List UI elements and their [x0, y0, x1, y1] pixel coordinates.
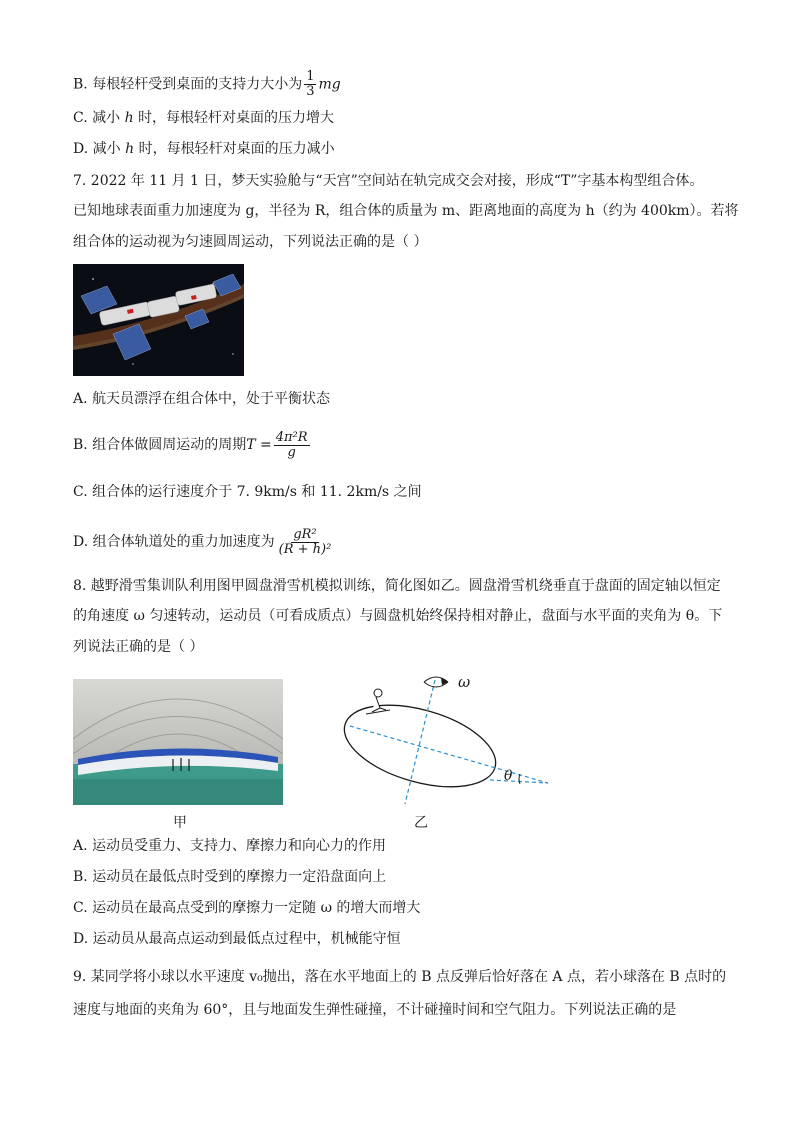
q8-stem-line2: 的角速度 ω 匀速转动，运动员（可看成质点）与圆盘机始终保持相对静止，盘面与水平面的夹角为 θ。下 — [73, 608, 723, 624]
q7-option-d — [73, 522, 335, 562]
q6-option-d-rest: 时，每根轻杆对桌面的压力减小 — [138, 141, 335, 157]
q7-stem-line2: 已知地球表面重力加速度为 g，半径为 R，组合体的质量为 m、距离地面的高度为 h（约为 400km）。若将 — [73, 203, 739, 219]
theta-label: θ — [504, 768, 513, 784]
q7-option-a: A. 航天员漂浮在组合体中，处于平衡状态 — [73, 391, 331, 407]
q6-option-b-formula: mg — [318, 76, 341, 93]
q6-option-d-variable: h — [125, 141, 135, 157]
q8-option-c: C. 运动员在最高点受到的摩擦力一定随 ω 的增大而增大 — [73, 900, 421, 916]
q7-option-b-text: B. 组合体做圆周运动的周期 — [73, 437, 247, 453]
ski-machine-photo — [73, 679, 283, 805]
q6-option-b-fraction — [304, 70, 316, 99]
fraction-numerator: 1 — [306, 69, 315, 84]
omega-label: ω — [458, 673, 471, 691]
q6-option-b — [73, 70, 341, 99]
q7-option-c: C. 组合体的运行速度介于 7. 9km/s 和 11. 2km/s 之间 — [73, 484, 422, 500]
space-station-photo — [73, 264, 244, 376]
q9-stem-line2: 速度与地面的夹角为 60°，且与地面发生弹性碰撞，不计碰撞时间和空气阻力。下列说法正确的是 — [73, 1002, 677, 1018]
q6-option-d-text: D. 减小 — [73, 141, 121, 157]
figure-a-label: 甲 — [173, 815, 187, 831]
fraction-denominator: g — [287, 444, 296, 460]
q6-option-c-text: C. 减小 — [73, 110, 121, 126]
q8-option-b: B. 运动员在最低点时受到的摩擦力一定沿盘面向上 — [73, 869, 387, 885]
q9-stem-line1: 9. 某同学将小球以水平速度 v₀抛出，落在水平地面上的 B 点反弹后恰好落在 A 点，若小球落在 B 点时的 — [73, 969, 727, 985]
q6-option-c-rest: 时，每根轻杆对桌面的压力增大 — [138, 110, 335, 126]
q6-option-b-text: B. 每根轻杆受到桌面的支持力大小为 — [73, 76, 303, 93]
fraction-denominator: (R + h)² — [278, 541, 332, 557]
q8-option-d: D. 运动员从最高点运动到最低点过程中，机械能守恒 — [73, 931, 401, 947]
q7-option-b-fraction — [274, 431, 310, 460]
q7-option-d-fraction — [277, 528, 334, 557]
q7-option-b-lhs: T = — [246, 437, 272, 453]
q7-stem-line3: 组合体的运动视为匀速圆周运动，下列说法正确的是（ ） — [73, 234, 428, 250]
q8-stem-line1: 8. 越野滑雪集训队利用图甲圆盘滑雪机模拟训练，简化图如乙。圆盘滑雪机绕垂直于盘面的固定轴以恒定 — [73, 578, 721, 594]
q6-option-c — [73, 109, 334, 127]
q6-option-c-variable: h — [124, 110, 134, 126]
q8-option-a: A. 运动员受重力、支持力、摩擦力和向心力的作用 — [73, 838, 387, 854]
fraction-denominator: 3 — [306, 84, 315, 99]
q7-option-d-text: D. 组合体轨道处的重力加速度为 — [73, 534, 275, 550]
q7-option-b — [73, 425, 312, 465]
figure-b-label: 乙 — [414, 815, 428, 831]
q7-stem-line1: 7. 2022 年 11 月 1 日，梦天实验舱与“天宫”空间站在轨完成交会对接，形成“T”字基本构型组合体。 — [73, 173, 704, 189]
fraction-numerator: gR² — [293, 526, 317, 542]
disk-diagram — [320, 668, 552, 808]
q8-stem-line3: 列说法正确的是（ ） — [73, 639, 204, 655]
q6-option-d — [73, 140, 335, 158]
fraction-numerator: 4π²R — [275, 429, 308, 445]
